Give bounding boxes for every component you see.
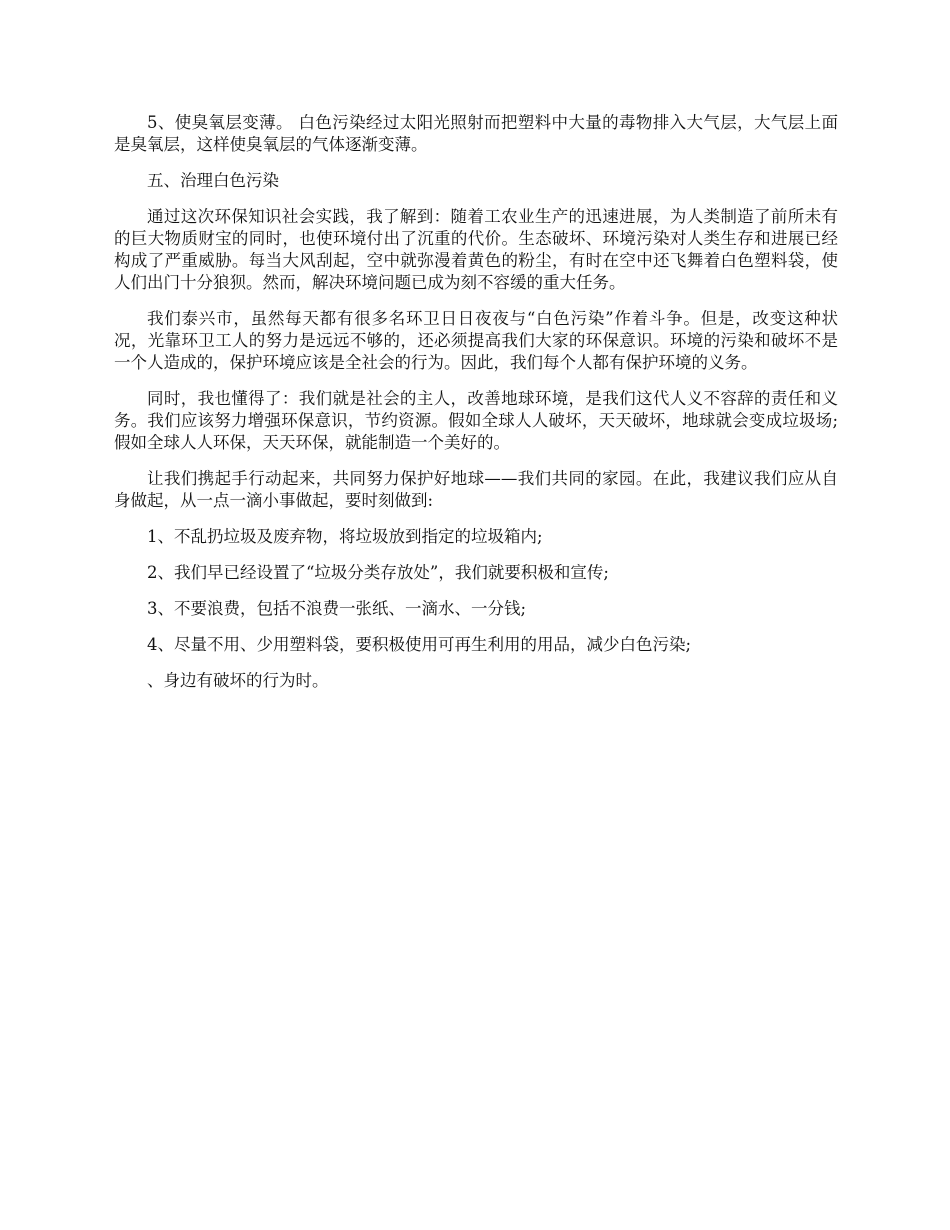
document-body bbox=[114, 112, 838, 706]
list-item: 1、不乱扔垃圾及废弃物，将垃圾放到指定的垃圾箱内; bbox=[147, 527, 543, 546]
list-item: 2、我们早已经设置了“垃圾分类存放处”，我们就要积极和宣传; bbox=[147, 563, 609, 582]
paragraph-responsibility: 同时，我也懂得了：我们就是社会的主人，改善地球环境，是我们这代人义不容辞的责任和义务。我们应该努力增强环保意识，节约资源。假如全球人人破坏，天天破坏，地球就会变成垃圾场;假如全球人人环保，天天环保，就能制造一个美好的。 bbox=[114, 389, 838, 452]
paragraph-city: 我们泰兴市，虽然每天都有很多名环卫日日夜夜与“白色污染”作着斗争。但是，改变这种状况，光靠环卫工人的努力是远远不够的，还必须提高我们大家的环保意识。环境的污染和破坏不是一个人造成的，保护环境应该是全社会的行为。因此，我们每个人都有保护环境的义务。 bbox=[114, 309, 838, 372]
suggestion-list bbox=[114, 526, 838, 692]
list-item: 、身边有破坏的行为时。 bbox=[147, 671, 329, 690]
section-heading: 五、治理白色污染 bbox=[147, 171, 279, 190]
paragraph-ozone: 5、使臭氧层变薄。 白色污染经过太阳光照射而把塑料中大量的毒物排入大气层，大气层上面是臭氧层，这样使臭氧层的气体逐渐变薄。 bbox=[114, 113, 838, 154]
paragraph-call-to-action: 让我们携起手行动起来，共同努力保护好地球——我们共同的家园。在此，我建议我们应从自身做起，从一点一滴小事做起，要时刻做到: bbox=[114, 469, 838, 510]
list-item: 4、尽量不用、少用塑料袋，要积极使用可再生利用的用品，减少白色污染; bbox=[147, 635, 692, 654]
paragraph-practice: 通过这次环保知识社会实践，我了解到：随着工农业生产的迅速进展，为人类制造了前所未有的巨大物质财宝的同时，也使环境付出了沉重的代价。生态破坏、环境污染对人类生存和进展已经构成了严重威胁。每当大风刮起，空中就弥漫着黄色的粉尘，有时在空中还飞舞着白色塑料袋，使人们出门十分狼狈。然而，解决环境问题已成为刻不容缓的重大任务。 bbox=[114, 207, 838, 292]
list-item: 3、不要浪费，包括不浪费一张纸、一滴水、一分钱; bbox=[147, 599, 527, 618]
